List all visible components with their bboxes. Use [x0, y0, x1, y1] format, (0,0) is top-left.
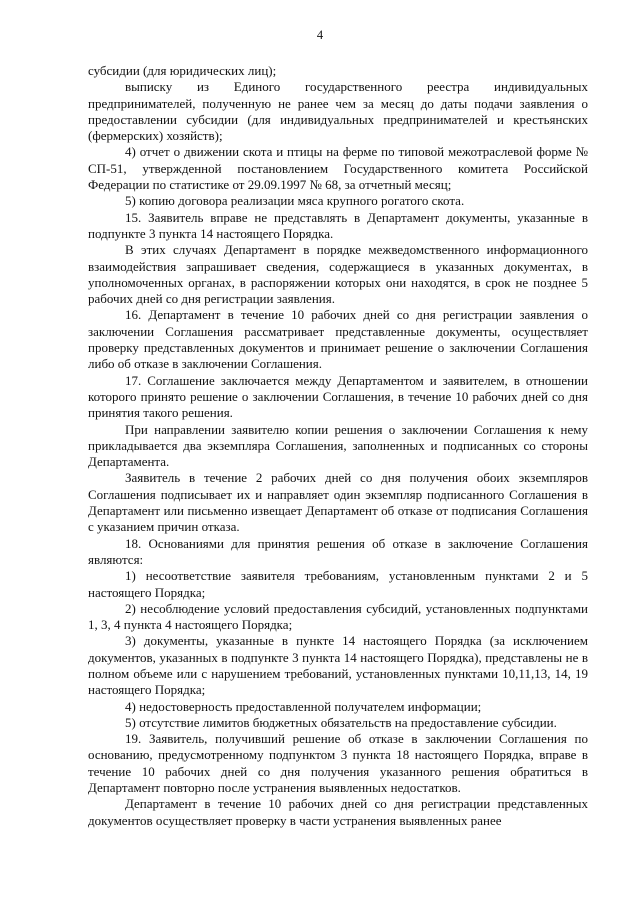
- page-number: 4: [316, 28, 324, 42]
- paragraph: 1) несоответствие заявителя требованиям, установленным пунктами 2 и 5 настоящего Порядка;: [88, 568, 588, 600]
- paragraph: При направлении заявителю копии решения о заключении Соглашения к нему прикладывается два экземпляра Соглашения, заполненных и подписанных со стороны Департамента.: [88, 421, 588, 470]
- paragraph: Департамент в течение 10 рабочих дней со дня регистрации представленных документов осуществляет проверку в части устранения выявленных ранее: [88, 796, 588, 828]
- paragraph: Заявитель в течение 2 рабочих дней со дня получения обоих экземпляров Соглашения подписывает их и направляет один экземпляр подписанного Соглашения в Департамент или письменно извещает Департамент об отказе от подписания Соглашения с указанием причин отказа.: [88, 470, 588, 535]
- paragraph: 15. Заявитель вправе не представлять в Департамент документы, указанные в подпункте 3 пункта 14 настоящего Порядка.: [88, 209, 588, 241]
- paragraph: 4) отчет о движении скота и птицы на ферме по типовой межотраслевой форме № СП-51, утвержденной постановлением Государственного комитета Российской Федерации по статистике от 29.09.1997 № 68, за отчетный месяц;: [88, 144, 588, 193]
- paragraph: 18. Основаниями для принятия решения об отказе в заключение Соглашения являются:: [88, 535, 588, 567]
- paragraph: 5) копию договора реализации мяса крупного рогатого скота.: [125, 193, 465, 209]
- paragraph: 5) отсутствие лимитов бюджетных обязательств на предоставление субсидии.: [125, 714, 557, 730]
- paragraph: 16. Департамент в течение 10 рабочих дней со дня регистрации заявления о заключении Соглашения рассматривает представленные документы, осуществляет проверку представленных документов и принимает решение о заключении Соглашения либо об отказе в заключении Соглашения.: [88, 307, 588, 372]
- paragraph: 4) недостоверность предоставленной получателем информации;: [125, 698, 482, 714]
- paragraph: 17. Соглашение заключается между Департаментом и заявителем, в отношении которого принято решение о заключении Соглашения, в течение 10 рабочих дней со дня принятия такого решения.: [88, 372, 588, 421]
- document-body: [88, 63, 588, 829]
- paragraph: 2) несоблюдение условий предоставления субсидий, установленных подпунктами 1, 3, 4 пункта 4 настоящего Порядка;: [88, 600, 588, 633]
- paragraph: выписку из Единого государственного реестра индивидуальных предпринимателей, полученную не ранее чем за месяц до даты подачи заявления о предоставлении субсидии (для индивидуальных предпринимателей и крестьянских (фермерских) хозяйств);: [88, 79, 588, 144]
- paragraph: субсидии (для юридических лиц);: [88, 63, 277, 78]
- paragraph: 3) документы, указанные в пункте 14 настоящего Порядка (за исключением документов, указанных в подпункте 3 пункта 14 настоящего Порядка), представлены не в полном объеме или с нарушением требований, установленных пунктами 10,11,13, 14, 19 настоящего Порядка;: [88, 633, 588, 698]
- paragraph: В этих случаях Департамент в порядке межведомственного информационного взаимодействия запрашивает сведения, содержащиеся в указанных документах, в уполномоченных органах, в распоряжении которых они находятся, в срок не позднее 5 рабочих дней со дня регистрации заявления.: [88, 242, 588, 307]
- paragraph: 19. Заявитель, получивший решение об отказе в заключении Соглашения по основанию, предусмотренному подпунктом 3 пункта 18 настоящего Порядка, вправе в течение 10 рабочих дней со дня получения указанного решения обратиться в Департамент повторно после устранения выявленных недостатков.: [88, 731, 588, 796]
